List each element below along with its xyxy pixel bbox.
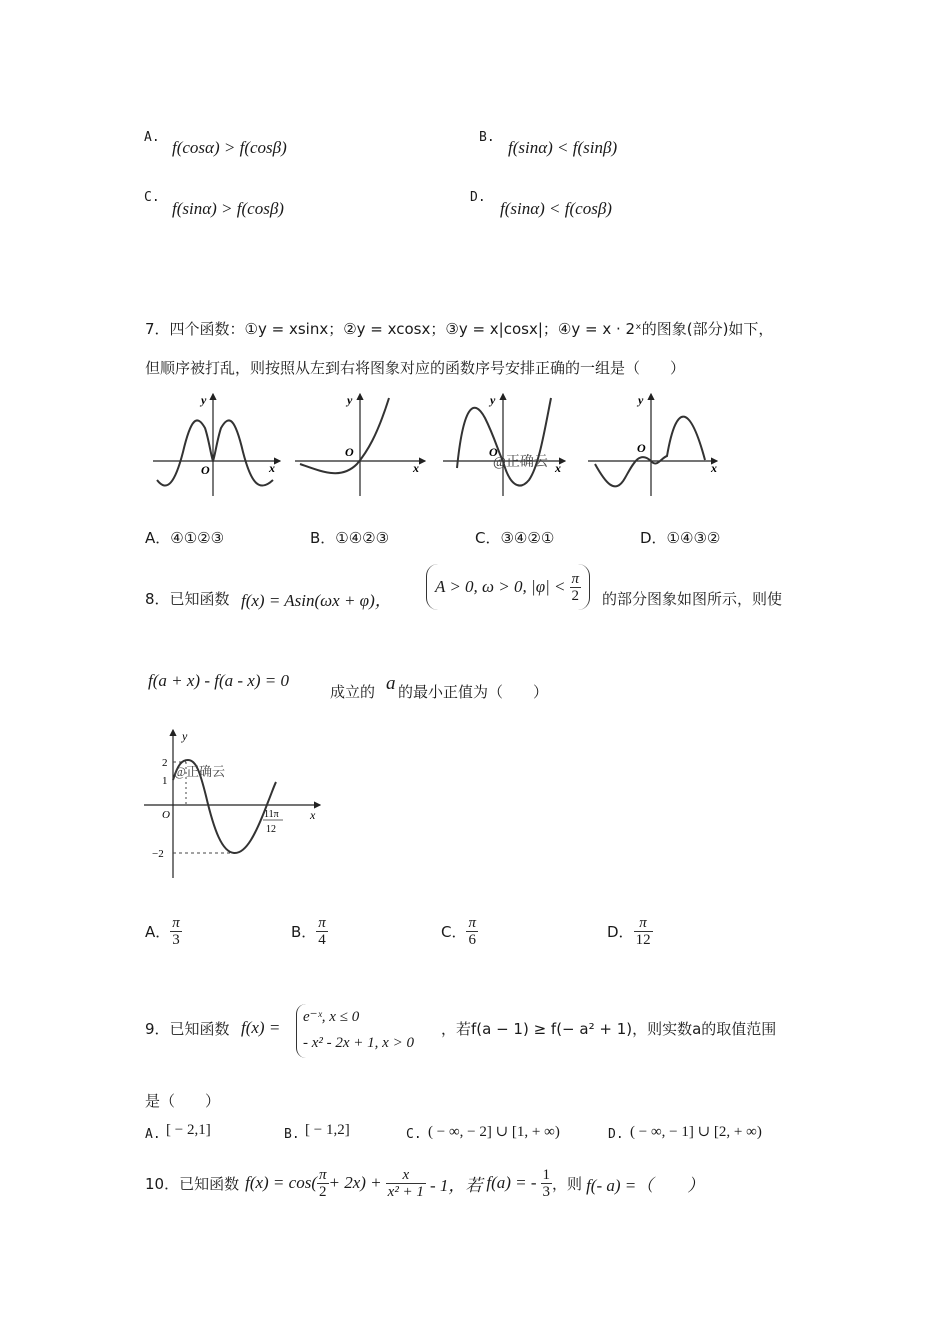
q9-case-2: - x² - 2x + 1, x > 0 [303,1035,414,1051]
q7-g1-origin: O [201,463,210,477]
q8-origin: O [162,809,170,821]
q7-option-d: D．①④③② [640,529,721,547]
q6-option-c-label: C. [144,190,160,205]
q6-option-c-expr: f(sinα) > f(cosβ) [172,199,284,218]
q8-tick-11pi-den: 12 [266,824,276,835]
q9-condition: ，若f(a − 1) ≥ f(− a² + 1)，则实数a的取值范围 [441,1020,777,1038]
q9-option-a-label: A. [145,1127,161,1142]
q7-g3-origin: O [489,445,498,459]
q10-frac-1-3: $\frac{1}{3}$ [542,1166,551,1200]
q8-line2-end: 的最小正值为（ ） [398,683,549,701]
q7-graph-1 [153,393,280,496]
q10-frac-pi-2: $\frac{\pi}{2}$ [318,1166,327,1200]
q8-condition [426,564,590,610]
q7-g3-y-label: y [490,393,496,407]
q7-watermark: @正确云 [493,455,548,470]
q9-option-d-label: D. [608,1127,624,1142]
q10-func-c: - 1，若 [429,1175,483,1195]
q7-option-b: B．①④②③ [310,529,390,547]
q8-option-d: D． $\frac{\pi}{12}$ [607,915,651,948]
q7-g4-y-label: y [638,393,644,407]
q8-line2-mid: 成立的 [330,683,376,701]
q9-fx: f(x) = [241,1018,281,1037]
q8-cond-a: A > 0, ω > 0, |φ| < [435,577,566,596]
q7-g1-x-label: x [269,461,275,475]
q10-prefix: 10．已知函数 [145,1174,240,1193]
q7-g2-x-label: x [413,461,419,475]
q9-option-c-expr: ( − ∞, − 2] ∪ [1, + ∞) [428,1124,560,1140]
q7-g4-x-label: x [711,461,717,475]
q7-stem-line2: 但顺序被打乱，则按照从左到右将图象对应的函数序号安排正确的一组是（ ） [145,359,686,377]
q8-suffix: 的部分图象如图所示，则使 [602,590,783,608]
q8-option-a: A． $\frac{\pi}{3}$ [145,915,180,948]
q8-cond-frac: $\frac{\pi}{2}$ [571,570,580,604]
q9-line2: 是（ ） [145,1092,221,1110]
q8-tick-minus-2: −2 [152,848,164,860]
q10-cond-a: f(a) = - [486,1173,537,1192]
q10-ask: f(- a) =（ ） [586,1175,705,1195]
q6-option-d-expr: f(sinα) < f(cosβ) [500,199,612,218]
q6-option-b-label: B. [479,130,495,145]
q8-x-label: x [310,808,316,822]
q7-graph-4 [588,393,717,496]
q9-case-1: e⁻ˣ, x ≤ 0 [303,1009,360,1025]
q7-g1-y-label: y [201,393,207,407]
q7-graph-3 [443,393,565,496]
q9-option-b-expr: [ − 1,2] [305,1122,350,1138]
q7-g2-origin: O [345,445,354,459]
q8-line2-expr: f(a + x) - f(a - x) = 0 [148,671,289,690]
q6-option-a-expr: f(cosα) > f(cosβ) [172,138,287,157]
q9-piecewise [296,1004,414,1058]
q8-tick-11pi-num: 11π [264,809,279,820]
q7-option-c: C．③④②① [475,529,555,547]
question-10 [145,1158,704,1208]
q8-line2-var: a [386,673,396,694]
q8-y-label: y [182,729,188,743]
q9-option-a-expr: [ − 2,1] [166,1122,211,1138]
q7-g2-y-label: y [347,393,353,407]
q7-g4-origin: O [637,441,646,455]
q8-watermark: @正确云 [174,764,225,779]
q6-option-d-label: D. [470,190,486,205]
q7-option-a: A．④①②③ [145,529,225,547]
q7-graph-2 [295,393,425,496]
q10-cond-b: ，则 [552,1174,583,1193]
q7-stem-line1: 7．四个函数：①y = xsinx；②y = xcosx；③y = x|cosx|；④y = x · 2ˣ的图象(部分)如下， [145,320,774,338]
q8-tick-2: 2 [162,757,168,769]
q9-prefix: 9．已知函数 [145,1020,230,1038]
q8-prefix: 8．已知函数 [145,590,230,608]
q10-frac-x: $\frac{x}{\text{x² + 1}}$ [387,1166,424,1200]
q6-option-b-expr: f(sinα) < f(sinβ) [508,138,618,157]
q9-option-d-expr: ( − ∞, − 1] ∪ [2, + ∞) [630,1124,762,1140]
q10-func-a: f(x) = cos( [245,1173,317,1192]
q8-func: f(x) = Asin(ωx + φ)， [241,591,392,610]
q9-option-b-label: B. [284,1127,300,1142]
q8-option-c: C． $\frac{\pi}{6}$ [441,915,476,948]
q9-option-c-label: C. [406,1127,422,1142]
q7-g3-x-label: x [555,461,561,475]
q8-option-b: B． $\frac{\pi}{4}$ [291,915,326,948]
q8-tick-1: 1 [162,775,168,787]
q8-graph [140,724,330,884]
q10-func-b: + 2x) + [328,1173,382,1192]
q6-option-a-label: A. [144,130,160,145]
q7-graphs [145,388,730,500]
